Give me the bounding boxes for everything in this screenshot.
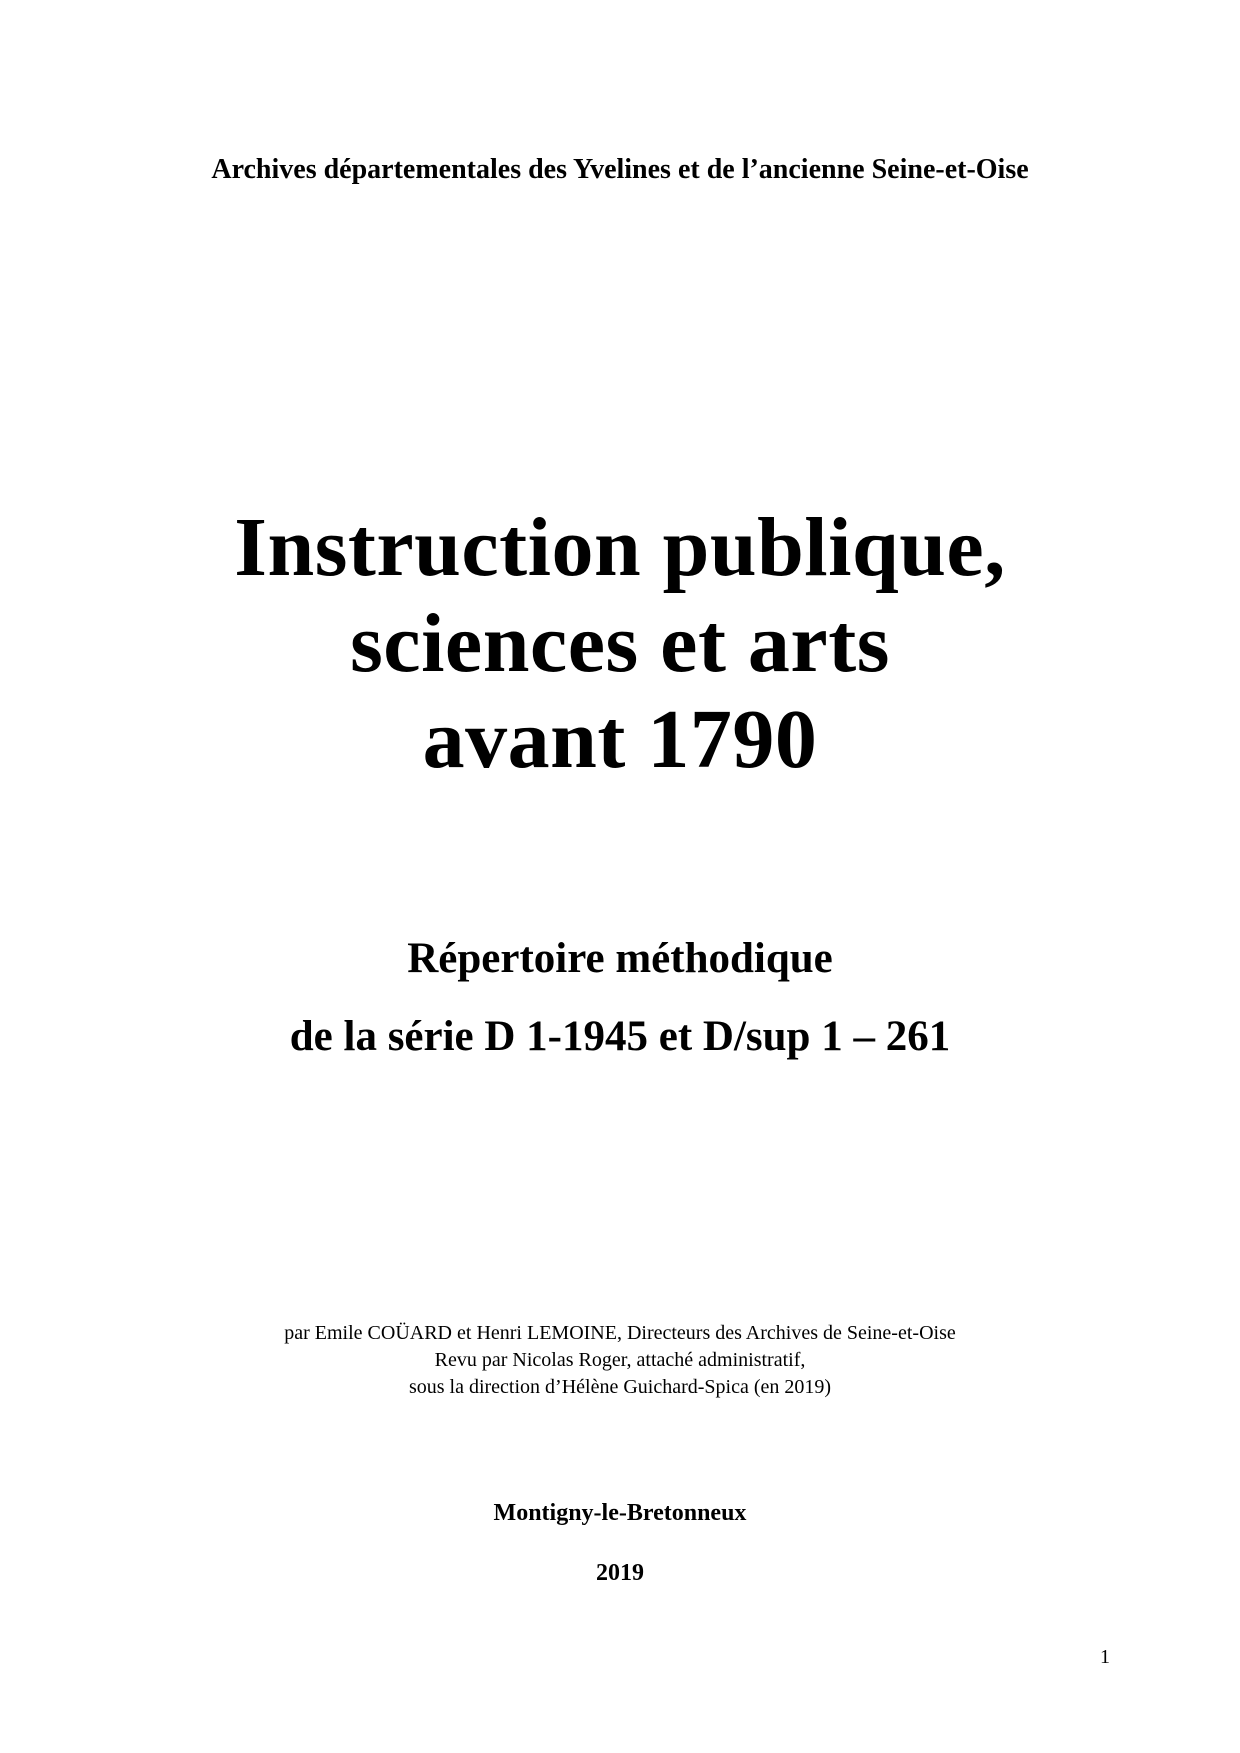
title-line-1: Instruction publique, [234, 501, 1006, 594]
credits-line-3: sous la direction d’Hélène Guichard-Spica (en 2019) [408, 1376, 832, 1398]
subtitle-line-1: Répertoire méthodique [407, 935, 833, 982]
credits-line-1: par Emile COÜARD et Henri LEMOINE, Directeurs des Archives de Seine-et-Oise [284, 1322, 956, 1344]
main-title [0, 500, 1240, 788]
credits-line-2: Revu par Nicolas Roger, attaché administratif, [434, 1349, 806, 1371]
title-line-2: sciences et arts [350, 597, 890, 690]
credits [0, 1320, 1240, 1401]
title-line-3: avant 1790 [422, 693, 818, 786]
publication-place: Montigny-le-Bretonneux [493, 1500, 747, 1526]
publication-year: 2019 [596, 1560, 644, 1586]
page-number: 1 [1100, 1646, 1110, 1668]
subtitle-line-2: de la série D 1-1945 et D/sup 1 – 261 [289, 1013, 951, 1060]
institution-header: Archives départementales des Yvelines et de l’ancienne Seine-et-Oise [211, 154, 1029, 185]
subtitle [0, 920, 1240, 1076]
